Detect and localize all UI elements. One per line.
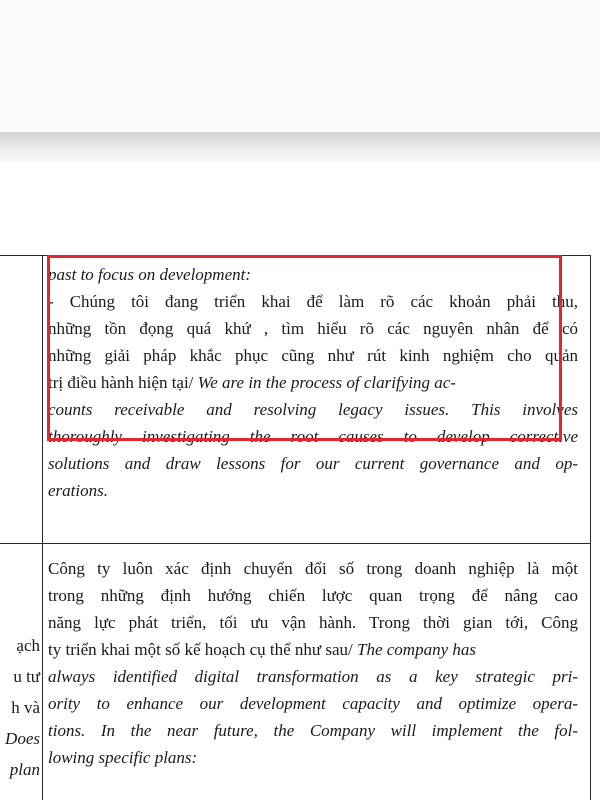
left-fragment: Does [5,729,40,748]
text-line: counts receivable and resolving legacy issues. This involves [48,400,578,419]
text-line: solutions and draw lessons for our current governance and op- [48,454,578,473]
red-highlight-box [47,255,562,441]
table-row-divider [0,543,590,544]
text-line: năng lực phát triển, tối ưu vận hành. Trong thời gian tới, Công [48,613,578,632]
text-line [48,636,578,663]
text-line: thoroughly investigating the root causes to develop corrective [48,427,578,446]
left-fragment: u tư [13,667,40,686]
text-line: ority to enhance our development capacity and optimize opera- [48,694,578,713]
left-fragment: plan [9,760,40,779]
left-fragment: h và [11,698,40,717]
left-column-fragments [0,255,42,800]
text-line: Công ty luôn xác định chuyển đổi số trong doanh nghiệp là một [48,559,578,578]
text-span: trị điều hành hiện tại/ [48,373,194,392]
text-line: erations. [48,481,108,500]
page-fold-shadow [0,132,600,162]
text-line: những tồn đọng quá khứ , tìm hiểu rõ các nguyên nhân để có [48,319,578,338]
text-span: ty triển khai một số kế hoạch cụ thể như sau/ [48,640,353,659]
text-line: trong những định hướng chiến lược quan trọng để nâng cao [48,586,578,605]
text-line: tions. In the near future, the Company will implement the fol- [48,721,578,740]
table-right-border [590,255,591,800]
text-line: những giải pháp khắc phục cũng như rút kinh nghiệm cho quản [48,346,578,365]
text-line: - Chúng tôi đang triển khai để làm rõ các khoản phải thu, [48,292,578,311]
table-cell-digital-transformation [48,555,578,771]
table-left-divider [42,255,43,800]
text-span: We are in the process of clarifying ac- [197,373,456,392]
text-span: The company has [357,640,476,659]
text-line: past to focus on development: [48,265,252,284]
page-background-top [0,0,600,132]
text-line: always identified digital transformation as a key strategic pri- [48,667,578,686]
left-fragment: ạch [16,636,40,655]
text-line: lowing specific plans: [48,748,198,767]
